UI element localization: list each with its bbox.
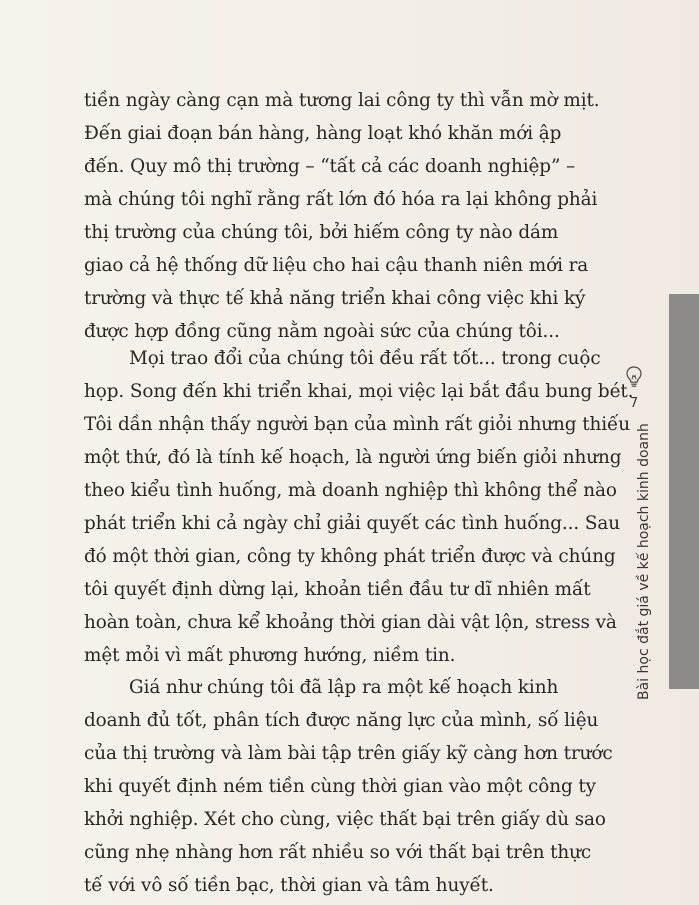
paragraph-3 [84, 671, 613, 902]
text-line: mệt mỏi vì mất phương hướng, niềm tin. [84, 645, 456, 666]
text-line: trường và thực tế khả năng triển khai công việc khi ký [84, 288, 586, 309]
text-line: tế với vô số tiền bạc, thời gian và tâm huyết. [84, 875, 494, 896]
text-line: theo kiểu tình huống, mà doanh nghiệp thì không thể nào [84, 480, 617, 501]
chapter-side-tab [669, 294, 699, 689]
text-line: đó một thời gian, công ty không phát triển được và chúng [84, 546, 616, 567]
text-line: một thứ, đó là tính kế hoạch, là người ứng biến giỏi nhưng [84, 447, 622, 468]
text-line: của thị trường và làm bài tập trên giấy kỹ càng hơn trước [84, 743, 613, 764]
text-line: phát triển khi cả ngày chỉ giải quyết các tình huống... Sau [84, 513, 620, 534]
text-line: được hợp đồng cũng nằm ngoài sức của chúng tôi... [84, 321, 560, 342]
text-line: Đến giai đoạn bán hàng, hàng loạt khó khăn mới ập [84, 123, 562, 144]
text-line: tôi quyết định dừng lại, khoản tiền đầu tư dĩ nhiên mất [84, 579, 591, 600]
lightbulb-icon [623, 364, 645, 390]
text-line: doanh đủ tốt, phân tích được năng lực của mình, số liệu [84, 710, 599, 731]
running-chapter-title: Bài học đắt giá về kế hoạch kinh doanh [636, 423, 652, 700]
text-line: Mọi trao đổi của chúng tôi đều rất tốt... trong cuộc [129, 348, 601, 369]
text-line: khởi nghiệp. Xét cho cùng, việc thất bại trên giấy dù sao [84, 809, 606, 830]
paragraph-2 [84, 342, 634, 672]
text-line: hoàn toàn, chưa kể khoảng thời gian dài vật lộn, stress và [84, 612, 617, 633]
text-line: cũng nhẹ nhàng hơn rất nhiều so với thất bại trên thực [84, 842, 592, 863]
text-line: đến. Quy mô thị trường – “tất cả các doanh nghiệp” – [84, 156, 576, 177]
text-line: khi quyết định ném tiền cùng thời gian vào một công ty [84, 776, 596, 797]
text-line: mà chúng tôi nghĩ rằng rất lớn đó hóa ra lại không phải [84, 189, 598, 210]
text-line: thị trường của chúng tôi, bởi hiếm công ty nào dám [84, 222, 559, 243]
text-line: Giá như chúng tôi đã lập ra một kế hoạch kinh [129, 677, 559, 698]
text-line: họp. Song đến khi triển khai, mọi việc lại bắt đầu bung bét. [84, 381, 634, 402]
paragraph-1 [84, 84, 600, 348]
text-line: giao cả hệ thống dữ liệu cho hai cậu thanh niên mới ra [84, 255, 589, 276]
page-number: 7 [629, 396, 639, 411]
text-line: Tôi dần nhận thấy người bạn của mình rất giỏi nhưng thiếu [84, 414, 630, 435]
text-line: tiền ngày càng cạn mà tương lai công ty thì vẫn mờ mịt. [84, 90, 600, 111]
